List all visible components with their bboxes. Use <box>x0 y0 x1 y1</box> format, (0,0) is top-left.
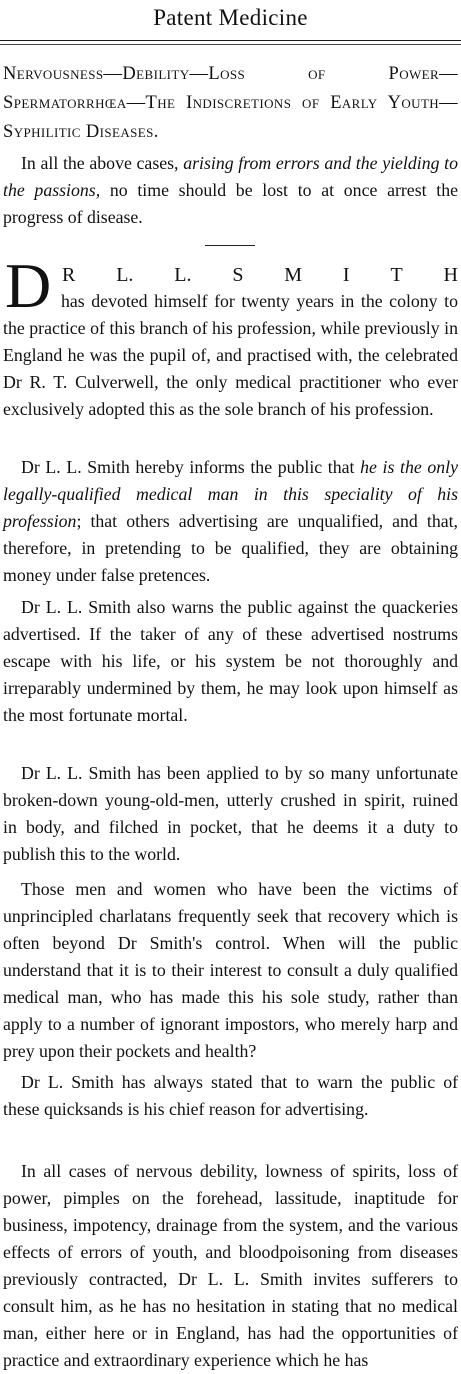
paragraph-5: Those men and women who have been the victims of unprincipled charlatans frequently seek that recovery which is often beyond Dr Smith's control. When will the public understand that it is to their interest to consult a duly qualified medical man, who has made this his sole study, rather than apply to a number of ignorant impostors, who merely harp and prey upon their pockets and health? <box>3 879 458 1061</box>
paragraph-2-italic: he is the only legally-qualified medical man in this speciality of his profession <box>3 457 458 531</box>
name-letter: L. <box>116 264 134 286</box>
name-letter: T <box>390 264 403 286</box>
doctor-name-spaced <box>62 262 458 288</box>
paragraph-4: Dr L. L. Smith has been applied to by so many unfortunate broken-down young-old-men, utterly crushed in spirit, ruined in body, and filched in pocket, that he deems it a duty to publish this to the world. <box>3 763 458 864</box>
paragraph-1: has devoted himself for twenty years in the colony to the practice of this branch of his profession, while previously in England he was the pupil of, and practised with, the celebrated Dr R. T. Culverwell, the only medical practitioner who ever exclusively adopted this as the sole branch of his profession. <box>3 291 458 419</box>
paragraph-2 <box>3 454 458 589</box>
paragraph-3: Dr L. L. Smith also warns the public against the quackeries advertised. If the taker of any of these advertised nostrums escape with his life, or his system be not thoroughly and irreparably undermined by them, he may look upon himself as the most fortunate mortal. <box>3 597 458 725</box>
name-letter: I <box>342 264 350 286</box>
name-letter: H <box>443 264 458 286</box>
paragraph-2-text-2: ; that others advertising are unqualified, and that, therefore, in pretending to be qualified, they are obtaining money under false pretences. <box>3 511 458 585</box>
intro-italic: arising from errors and the yielding to the passions, <box>3 153 458 200</box>
name-letter: S <box>232 264 244 286</box>
advert-subhead: Nervousness—Debility—Loss of Power—Spermatorrhœa—The Indiscretions of Early Youth—Syphilitic Diseases. <box>3 64 458 142</box>
name-letter: L. <box>174 264 192 286</box>
section-title: Patent Medicine <box>153 5 308 30</box>
name-letter: M <box>284 264 303 286</box>
drop-cap: D <box>5 250 52 321</box>
short-divider <box>205 245 255 246</box>
intro-text-2: no time should be lost to at once arrest the progress of disease. <box>3 180 458 227</box>
paragraph-6: Dr L. Smith has always stated that to warn the public of these quicksands is his chief reason for advertising. <box>3 1072 458 1119</box>
name-letter: R <box>62 264 76 286</box>
intro-text-1: In all the above cases, <box>21 153 184 173</box>
intro-paragraph <box>3 150 458 231</box>
section-header <box>0 0 461 41</box>
header-rule <box>0 44 461 45</box>
paragraph-2-text-1: Dr L. L. Smith hereby informs the public that <box>21 457 361 477</box>
paragraph-7: In all cases of nervous debility, lowness of spirits, loss of power, pimples on the forehead, lassitude, inaptitude for business, impotency, drainage from the system, and the various effects of errors of youth, and bloodpoisoning from diseases previously contracted, Dr L. L. Smith invites sufferers to consult him, as he has no hesitation in stating that no medical man, either here or in England, has had the opportunities of practice and extraordinary experience which he has <box>3 1161 458 1370</box>
